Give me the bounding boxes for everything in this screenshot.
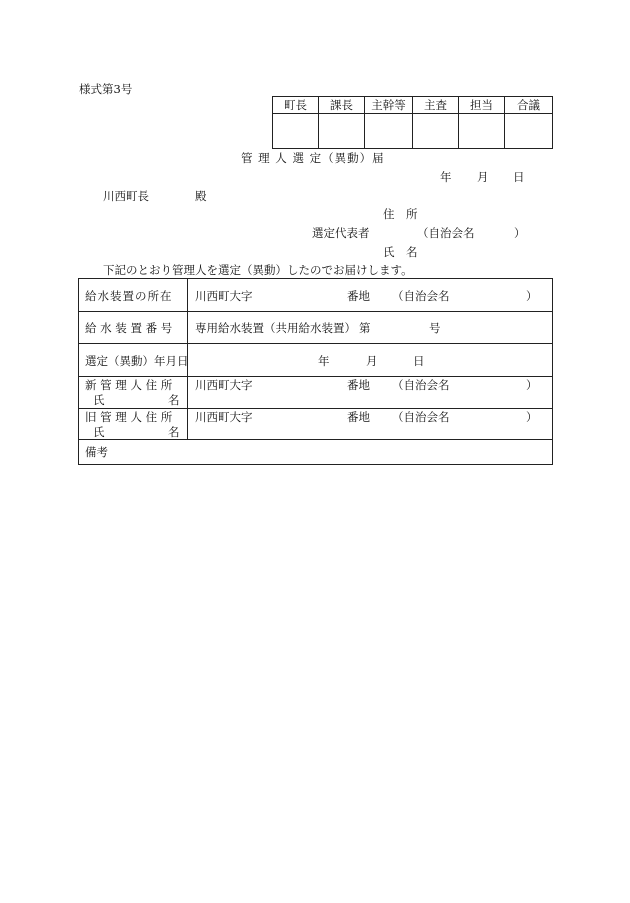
approval-stamp-cell[interactable] — [273, 114, 319, 149]
old-manager-banchi: 番地 — [347, 410, 370, 424]
location-prefix: 川西町大字 — [195, 289, 253, 303]
approval-stamp-table — [272, 96, 553, 149]
association-open: （自治会名 — [417, 226, 475, 240]
new-manager-name-label-a: 氏 — [93, 393, 105, 407]
new-manager-name-label-b: 名 — [168, 393, 180, 407]
main-form-table — [78, 278, 553, 465]
location-label: 給水装置の所在 — [85, 289, 173, 303]
location-field[interactable] — [188, 279, 553, 311]
old-manager-location-prefix: 川西町大字 — [195, 410, 253, 424]
old-manager-field[interactable] — [188, 409, 553, 439]
representative-label: 選定代表者 — [312, 226, 370, 240]
approval-stamp-cell[interactable] — [413, 114, 459, 149]
approval-header: 町長 — [273, 97, 319, 114]
remarks-row[interactable] — [79, 440, 553, 464]
old-manager-row — [79, 409, 553, 440]
document-title: 管 理 人 選 定（異動）届 — [241, 151, 385, 165]
remarks-label: 備考 — [85, 445, 108, 459]
device-number-row — [79, 312, 553, 344]
new-manager-field[interactable] — [188, 377, 553, 408]
addressee-honorific: 殿 — [195, 189, 207, 203]
new-manager-association-open: （自治会名 — [392, 378, 450, 392]
association-close: ） — [526, 289, 538, 303]
old-manager-address-label: 旧 管 理 人 住 所 — [85, 410, 173, 424]
new-manager-association-close: ） — [526, 378, 538, 392]
selection-day: 日 — [413, 354, 425, 368]
approval-stamp-cell[interactable] — [459, 114, 505, 149]
old-manager-name-label-b: 名 — [168, 425, 180, 439]
date-month: 月 — [477, 170, 489, 184]
approval-stamp-cell[interactable] — [365, 114, 413, 149]
applicant-name-label: 氏 名 — [383, 245, 418, 259]
location-row — [79, 279, 553, 312]
approval-header: 主査 — [413, 97, 459, 114]
selection-date-row — [79, 344, 553, 377]
applicant-address-label: 住 所 — [383, 207, 418, 221]
form-number: 様式第3号 — [79, 82, 133, 96]
approval-header: 合議 — [505, 97, 553, 114]
device-number-label: 給 水 装 置 番 号 — [85, 321, 173, 335]
device-type-text: 専用給水装置（共用給水装置） — [195, 321, 356, 335]
approval-stamp-cell[interactable] — [505, 114, 553, 149]
number-dai: 第 — [359, 321, 371, 335]
addressee-name: 川西町長 — [103, 189, 149, 203]
old-manager-association-open: （自治会名 — [392, 410, 450, 424]
number-go: 号 — [429, 321, 441, 335]
selection-year: 年 — [318, 354, 330, 368]
intro-text: 下記のとおり管理人を選定（異動）したのでお届けします。 — [103, 263, 413, 277]
new-manager-row — [79, 377, 553, 409]
association-open: （自治会名 — [392, 289, 450, 303]
date-year: 年 — [440, 170, 452, 184]
selection-month: 月 — [366, 354, 378, 368]
date-day: 日 — [513, 170, 525, 184]
approval-header: 課長 — [319, 97, 365, 114]
banchi-label: 番地 — [347, 289, 370, 303]
selection-date-field[interactable] — [188, 344, 553, 376]
new-manager-address-label: 新 管 理 人 住 所 — [85, 378, 173, 392]
device-number-field[interactable] — [188, 312, 553, 343]
old-manager-name-label-a: 氏 — [93, 425, 105, 439]
old-manager-association-close: ） — [526, 410, 538, 424]
approval-header: 担当 — [459, 97, 505, 114]
new-manager-location-prefix: 川西町大字 — [195, 378, 253, 392]
association-close: ） — [514, 226, 526, 240]
approval-stamp-cell[interactable] — [319, 114, 365, 149]
selection-date-label: 選定（異動）年月日 — [85, 354, 189, 368]
approval-header: 主幹等 — [365, 97, 413, 114]
new-manager-banchi: 番地 — [347, 378, 370, 392]
